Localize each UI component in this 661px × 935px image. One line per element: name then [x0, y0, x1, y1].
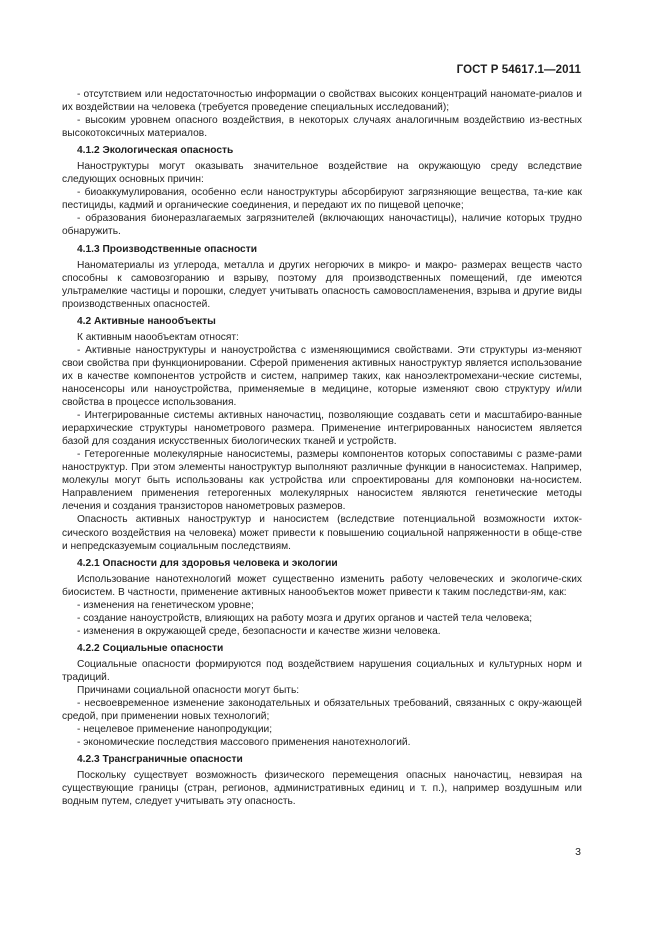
document-body	[62, 88, 582, 808]
paragraph: К активным наообъектам относят:	[77, 331, 239, 343]
paragraph: Причинами социальной опасности могут быть:	[77, 685, 300, 697]
paragraph: - высоким уровнем опасного воздействия, в некоторых случаях аналогичным воздействию из-вестных высокотоксичных материалов.	[62, 115, 582, 140]
section-heading: 4.1.2 Экологическая опасность	[77, 145, 234, 157]
paragraph: - изменения на генетическом уровне;	[77, 599, 254, 611]
paragraph: - экономические последствия массового применения нанотехнологий.	[77, 737, 411, 749]
paragraph: - создание наноустройств, влияющих на работу мозга и других органов и частей тела человека;	[77, 612, 533, 624]
paragraph: - несвоевременное изменение законодательных и обязательных требований, связанных с окру-жающей средой, при применении новых технологий;	[62, 698, 582, 723]
paragraph: Наноматериалы из углерода, металла и других негорючих в микро- и макро- размерах веществ часто способны к самовозгоранию и взрыву, поэтому для производственных помещений, где имеются ультрамелкие частицы и порошки, следует учитывать опасность самовоспламенения, взрыва и другие виды производственных опасностей.	[62, 259, 582, 310]
paragraph: - Интегрированные системы активных наночастиц, позволяющие создавать сети и масштабиро-ванные иерархические структуры нанометрового размера. Применение интегрированных наносистем является базой для создания искусственных биологических тканей и устройств.	[62, 410, 582, 448]
section-heading: 4.1.3 Производственные опасности	[77, 243, 257, 255]
section-heading: 4.2 Активные нанообъекты	[77, 315, 216, 327]
paragraph: - изменения в окружающей среде, безопасности и качестве жизни человека.	[77, 625, 441, 637]
paragraph: Использование нанотехнологий может существенно изменить работу человеческих и экологиче-ских биосистем. В частности, применение активных нанообъектов может привести к таким последстви-ям, как:	[62, 573, 582, 598]
paragraph: - нецелевое применение нанопродукции;	[77, 724, 273, 736]
paragraph: Опасность активных наноструктур и наносистем (вследствие потенциальной возможности ихток-сического воздействия на человека) может привести к повышению социальной напряженности в обще-стве и непредсказуемым социальным последствиям.	[62, 514, 582, 552]
paragraph: Социальные опасности формируются под воздействием нарушения социальных и культурных норм и традиций.	[62, 658, 582, 683]
paragraph: - образования бионеразлагаемых загрязнителей (включающих наночастицы), наличие которых трудно обнаружить.	[62, 213, 582, 238]
paragraph: - отсутствием или недостаточностью информации о свойствах высоких концентраций наномате-риалов и их воздействии на человека (требуется проведение специальных исследований);	[62, 89, 582, 114]
paragraph: Поскольку существует возможность физического перемещения опасных наночастиц, невзирая на существующие границы (стран, регионов, административных единиц и т. п.), например воздушным или водным путем, следует учитывать эту опасность.	[62, 770, 582, 808]
section-heading: 4.2.1 Опасности для здоровья человека и экологии	[77, 557, 338, 569]
section-heading: 4.2.3 Трансграничные опасности	[77, 754, 243, 766]
paragraph: - Гетерогенные молекулярные наносистемы, размеры компонентов которых сопоставимы с разме-рами наноструктур. При этом элементы наноструктур выполняют различные функции в наносистемах. Например, молекулы могут быть использованы как устройства или спроектированы для компоновки на-носистем. Направлением применения гетерогенных молекулярных наносистем являются генетические методы лечения и создания транзисторов нанометровых размеров.	[62, 449, 582, 513]
paragraph: - биоаккумулирования, особенно если наноструктуры абсорбируют загрязняющие вещества, та-кие как пестициды, кадмий и органические соединения, и передают их по пищевой цепочке;	[62, 187, 582, 212]
page-number: 3	[575, 846, 581, 858]
paragraph: - Активные наноструктуры и наноустройства с изменяющимися свойствами. Эти структуры из-меняют свои свойства при функционировании. Сферой применения активных наноструктур является использование их в качестве компонентов устройств и систем, например таких, как наноэлектромехани-ческие системы, наносенсоры или наноустройства, применяемые в медицине, которые изменяют свою структуру и/или свойства в процессе использования.	[62, 344, 582, 409]
paragraph: Наноструктуры могут оказывать значительное воздействие на окружающую среду вследствие следующих основных причин:	[62, 161, 582, 186]
document-header: ГОСТ Р 54617.1—2011	[456, 64, 581, 76]
section-heading: 4.2.2 Социальные опасности	[77, 642, 224, 654]
